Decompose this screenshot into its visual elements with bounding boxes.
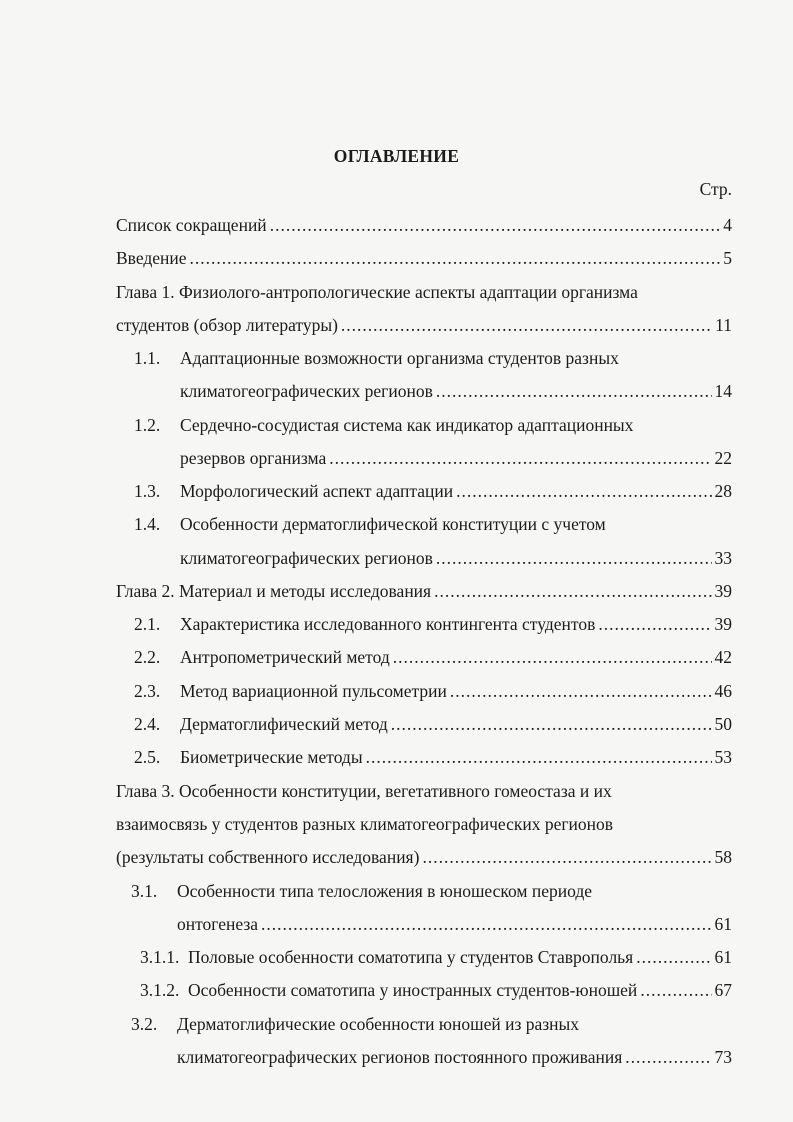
leader-dots	[366, 745, 712, 769]
toc-entry-text: Дерматоглифический метод	[180, 714, 388, 734]
leader-dots	[391, 712, 712, 736]
leader-dots	[436, 379, 712, 403]
toc-entry[interactable]	[134, 712, 732, 736]
toc-entry[interactable]	[116, 213, 732, 237]
toc-entry-line[interactable]	[131, 879, 592, 903]
leader-dots	[434, 579, 711, 603]
leader-dots	[393, 645, 712, 669]
toc-entry[interactable]	[180, 446, 732, 470]
toc-page-number: 11	[715, 315, 732, 335]
toc-entry[interactable]	[177, 1045, 732, 1069]
leader-dots	[270, 213, 721, 237]
toc-entry-text: Морфологический аспект адаптации	[180, 481, 454, 501]
leader-dots	[261, 912, 711, 936]
toc-page-number: 67	[714, 980, 732, 1000]
section-number: 1.1.	[134, 348, 161, 368]
page-column-label: Стр.	[699, 179, 732, 199]
toc-entry[interactable]	[134, 479, 732, 503]
section-number: 3.1.	[131, 881, 158, 901]
toc-entry-text: Дерматоглифические особенности юношей из разных	[177, 1014, 580, 1034]
section-number: 2.4.	[134, 714, 161, 734]
section-number: 2.2.	[134, 647, 161, 667]
leader-dots	[190, 246, 721, 270]
toc-page-number: 53	[714, 747, 732, 767]
toc-entry[interactable]	[134, 679, 732, 703]
section-number: 2.3.	[134, 681, 161, 701]
toc-entry-text: Введение	[116, 248, 187, 268]
toc-entry-text: климатогеографических регионов постоянного проживания	[177, 1047, 623, 1067]
toc-entry[interactable]	[116, 579, 732, 603]
toc-page-number: 58	[714, 847, 732, 867]
toc-entry[interactable]	[180, 546, 732, 570]
toc-entry-line[interactable]	[134, 512, 606, 536]
section-number: 2.5.	[134, 747, 161, 767]
toc-entry[interactable]	[140, 945, 732, 969]
leader-dots	[422, 845, 711, 869]
leader-dots	[640, 978, 711, 1002]
toc-entry-text: Антропометрический метод	[180, 647, 390, 667]
leader-dots	[456, 479, 711, 503]
toc-page-number: 61	[714, 947, 732, 967]
toc-page-number: 4	[723, 215, 732, 235]
section-number: 3.2.	[131, 1014, 158, 1034]
page-title: ОГЛАВЛЕНИЕ	[333, 146, 460, 166]
toc-entry-text: Особенности дерматоглифической конституции с учетом	[180, 514, 606, 534]
leader-dots	[341, 313, 712, 337]
toc-entry-line[interactable]	[134, 413, 633, 437]
toc-page-number: 28	[714, 481, 732, 501]
toc-entry[interactable]	[134, 645, 732, 669]
section-number: 1.2.	[134, 415, 161, 435]
toc-entry-text: (результаты собственного исследования)	[116, 847, 420, 867]
toc-entry[interactable]	[116, 845, 732, 869]
toc-entry-text: Глава 2. Материал и методы исследования	[116, 581, 432, 601]
toc-entry[interactable]	[177, 912, 732, 936]
toc-entry-text: климатогеографических регионов	[180, 381, 433, 401]
leader-dots	[450, 679, 712, 703]
leader-dots	[329, 446, 711, 470]
toc-page-number: 42	[714, 647, 732, 667]
toc-entry-text: Особенности соматотипа у иностранных студентов-юношей	[188, 980, 638, 1000]
toc-entry-text: резервов организма	[180, 448, 327, 468]
toc-entry-text: климатогеографических регионов	[180, 548, 433, 568]
toc-entry-line[interactable]	[134, 346, 619, 370]
toc-page-number: 39	[714, 614, 732, 634]
toc-page-number: 50	[714, 714, 732, 734]
section-number: 2.1.	[134, 614, 161, 634]
toc-page-number: 22	[714, 448, 732, 468]
toc-entry-text: Метод вариационной пульсометрии	[180, 681, 447, 701]
toc-entry[interactable]	[116, 246, 732, 270]
toc-entry-text: онтогенеза	[177, 914, 259, 934]
toc-entry[interactable]	[134, 745, 732, 769]
section-number: 3.1.1.	[140, 947, 180, 967]
toc-entry[interactable]	[116, 313, 732, 337]
section-number: 3.1.2.	[140, 980, 180, 1000]
toc-entry-line[interactable]: взаимосвязь у студентов разных климатогеографических регионов	[116, 814, 614, 834]
toc-page-number: 61	[714, 914, 732, 934]
toc-entry-line[interactable]: Глава 3. Особенности конституции, вегетативного гомеостаза и их	[116, 781, 612, 801]
toc-entry-text: Биометрические методы	[180, 747, 363, 767]
toc-entry-text: Сердечно-сосудистая система как индикатор адаптационных	[180, 415, 634, 435]
toc-entry-line[interactable]	[131, 1012, 579, 1036]
leader-dots	[625, 1045, 711, 1069]
section-number: 1.4.	[134, 514, 161, 534]
toc-page-number: 14	[714, 381, 732, 401]
leader-dots	[436, 546, 712, 570]
leader-dots	[636, 945, 711, 969]
toc-entry-text: Особенности типа телосложения в юношеском периоде	[177, 881, 593, 901]
toc-page-number: 39	[714, 581, 732, 601]
toc-entry[interactable]	[140, 978, 732, 1002]
toc-entry-text: Характеристика исследованного контингента студентов	[180, 614, 596, 634]
toc-page-number: 46	[714, 681, 732, 701]
toc-page-number: 33	[714, 548, 732, 568]
leader-dots	[598, 612, 711, 636]
section-number: 1.3.	[134, 481, 161, 501]
toc-entry-text: Адаптационные возможности организма студентов разных	[180, 348, 619, 368]
toc-entry-text: Список сокращений	[116, 215, 267, 235]
toc-entry-line[interactable]: Глава 1. Физиолого-антропологические аспекты адаптации организма	[116, 282, 638, 302]
toc-entry[interactable]	[134, 612, 732, 636]
toc-entry-text: студентов (обзор литературы)	[116, 315, 338, 335]
toc-entry[interactable]	[180, 379, 732, 403]
toc-page-number: 5	[723, 248, 732, 268]
toc-page-number: 73	[714, 1047, 732, 1067]
toc-entry-text: Половые особенности соматотипа у студентов Ставрополья	[188, 947, 634, 967]
